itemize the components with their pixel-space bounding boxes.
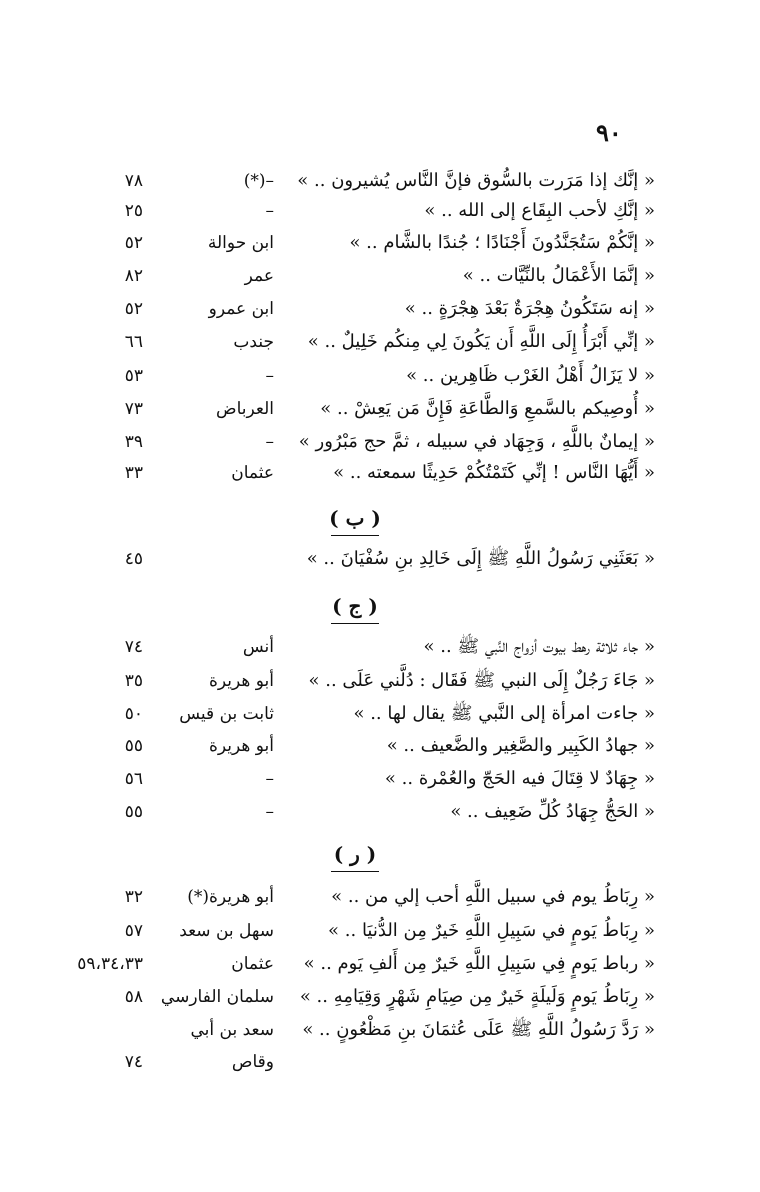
narrator: وقاص: [231, 1052, 274, 1072]
narrator: –: [265, 432, 274, 452]
narrator: ابن عمرو: [208, 299, 274, 319]
narrator: أبو هريرة: [208, 736, 274, 756]
index-row: [0, 762, 760, 796]
page-ref: ٣٢: [124, 887, 143, 907]
index-row: [0, 542, 760, 576]
page-ref: ٤٥: [124, 549, 143, 569]
narrator: أنس: [242, 637, 274, 657]
narrator: –: [265, 366, 274, 386]
hadith-text: « رَدَّ رَسُولُ اللَّهِ ﷺ عَلَى عُثمَانَ بنِ مَظْعُونٍ .. »: [302, 1019, 655, 1040]
index-row: [0, 259, 760, 293]
hadith-text: « إنِّي أَبْرَأُ إِلَى اللَّهِ أَن يَكُونَ لِي مِنكُم خَلِيلٌ .. »: [307, 331, 655, 352]
section-underline: [331, 535, 379, 536]
index-row: [0, 359, 760, 393]
narrator: سلمان الفارسي: [160, 987, 274, 1007]
page-ref: ٧٣: [124, 399, 143, 419]
narrator: عمر: [244, 266, 274, 286]
page-ref: ٥٠: [124, 704, 143, 724]
hadith-text: « إنَّكِ لأحب البِقَاع إلى الله .. »: [424, 200, 655, 221]
hadith-text: « جَاءَ رَجُلٌ إِلَى النبي ﷺ فَقَال : دُلَّني عَلَى .. »: [308, 670, 655, 691]
index-row: [0, 630, 760, 664]
page-ref: ٢٥: [124, 201, 143, 221]
page-ref: ٣٩: [124, 432, 143, 452]
narrator: ثابت بن قيس: [179, 704, 274, 724]
narrator: –(*): [243, 171, 274, 191]
index-row: [0, 947, 760, 981]
index-row: [0, 729, 760, 763]
page-ref: ٣٣: [124, 463, 143, 483]
section-letter: ( ر ): [333, 842, 377, 866]
page-ref: ٥٥: [124, 736, 143, 756]
hadith-text: « رِبَاطُ يَومٍ وَلَيلَةٍ خَيرٌ مِن صِيَامِ شَهْرٍ وَقِيَامِهِ .. »: [299, 986, 655, 1007]
index-row: [0, 697, 760, 731]
hadith-text: « رِبَاطُ يوم في سبيل اللَّهِ أحب إلي من .. »: [331, 886, 655, 907]
page-ref: ٦٦: [124, 332, 143, 352]
narrator: العرباض: [216, 399, 274, 419]
hadith-text: « رباط يَومٍ فِي سَبِيلِ اللَّهِ خَيرٌ مِن أَلفِ يَوم .. »: [303, 953, 655, 974]
narrator: سهل بن سعد: [179, 921, 274, 941]
narrator: –: [265, 769, 274, 789]
page-ref: ٥٨: [124, 987, 143, 1007]
page-ref: ٥٣: [124, 366, 143, 386]
page-ref: ٧٤: [124, 1052, 143, 1072]
index-row: [0, 194, 760, 228]
narrator: جندب: [233, 332, 274, 352]
hadith-text: « إنَّكُمْ سَتُجَنَّدُونَ أَجْنَادًا ؛ جُندًا بالشَّام .. »: [349, 232, 655, 253]
page-ref: ٥٢: [124, 299, 143, 319]
hadith-text: « الحَجُّ جِهَادُ كُلِّ ضَعِيف .. »: [450, 801, 655, 822]
page-ref: ٧٤: [124, 637, 143, 657]
section-underline: [331, 623, 379, 624]
section-heading-ra: [315, 842, 395, 866]
narrator: سعد بن أبي: [190, 1020, 274, 1040]
index-row: [0, 980, 760, 1014]
index-row: [0, 880, 760, 914]
hadith-text: « أَيُّهَا النَّاس ! إنِّي كَتَمْتُكُمْ حَدِيثًا سمعته .. »: [333, 462, 655, 483]
page-ref: ٨٢: [124, 266, 143, 286]
narrator: –: [265, 201, 274, 221]
page-ref: ٧٨: [124, 171, 143, 191]
section-letter: ( ج ): [332, 594, 378, 618]
narrator: أبو هريرة(*): [187, 887, 274, 907]
page-ref: ٥٦: [124, 769, 143, 789]
narrator: ابن حوالة: [207, 233, 274, 253]
hadith-text: « جِهَادٌ لا قِتَالَ فيه الحَجّ والعُمْرة .. »: [384, 768, 655, 789]
narrator: عثمان: [231, 954, 274, 974]
index-row: [0, 795, 760, 829]
hadith-text: « بَعَثَنِي رَسُولُ اللَّهِ ﷺ إِلَى خَالِدِ بنِ سُفْيَانَ .. »: [306, 548, 655, 569]
section-underline: [331, 871, 379, 872]
section-heading-ba: [315, 506, 395, 530]
narrator: عثمان: [231, 463, 274, 483]
index-row: [0, 914, 760, 948]
page-number: ٩٠: [596, 118, 622, 147]
index-row: [0, 456, 760, 490]
hadith-text: « رِبَاطُ يَومٍ في سَبِيلِ اللَّهِ خَيرٌ مِن الدُّنيَا .. »: [328, 920, 655, 941]
hadith-text: « جاءت امرأة إلى النَّبي ﷺ يقال لها .. »: [353, 703, 655, 724]
index-row: [0, 425, 760, 459]
index-row: [0, 664, 760, 698]
hadith-text: « لا يَزَالُ أَهْلُ الغَرْب ظَاهِرين .. »: [406, 365, 655, 386]
index-row: [0, 1045, 760, 1079]
index-row: [0, 292, 760, 326]
index-row: [0, 226, 760, 260]
hadith-text: « أُوصِيكم بالسَّمعِ وَالطَّاعَةِ فَإِنَّ مَن يَعِشْ .. »: [320, 398, 655, 419]
section-letter: ( ب ): [329, 506, 381, 530]
hadith-text: « إنَّمَا الأَعْمَالُ بالنِّيَّات .. »: [462, 265, 655, 286]
index-row: [0, 392, 760, 426]
section-heading-jim: [315, 594, 395, 618]
page-ref: ٥٥: [124, 802, 143, 822]
page-ref: ٥٩،٣٤،٣٣: [77, 954, 143, 974]
page-ref: ٥٢: [124, 233, 143, 253]
hadith-text: « جهادُ الكَبِير والصَّغِير والضَّعيف .. »: [386, 735, 655, 756]
page-ref: ٣٥: [124, 671, 143, 691]
narrator: أبو هريرة: [208, 671, 274, 691]
index-row: [0, 1013, 760, 1047]
index-row: [0, 164, 760, 198]
hadith-text: « إيمانٌ باللَّهِ ، وَجِهَاد في سبيله ، ثمَّ حج مَبْرُور »: [298, 431, 655, 452]
index-row: [0, 325, 760, 359]
hadith-text: « جاء ثلاثة رهط بيوت أزواج النَّبي ﷺ .. »: [423, 636, 655, 657]
hadith-text: « إنَّك إذا مَرَرت بالسُّوق فإنَّ النَّاس يُشيرون .. »: [297, 170, 655, 191]
page-ref: ٥٧: [124, 921, 143, 941]
narrator: –: [265, 802, 274, 822]
hadith-text: « إنه سَتَكُونُ هِجْرَةٌ بَعْدَ هِجْرَةٍ .. »: [404, 298, 655, 319]
